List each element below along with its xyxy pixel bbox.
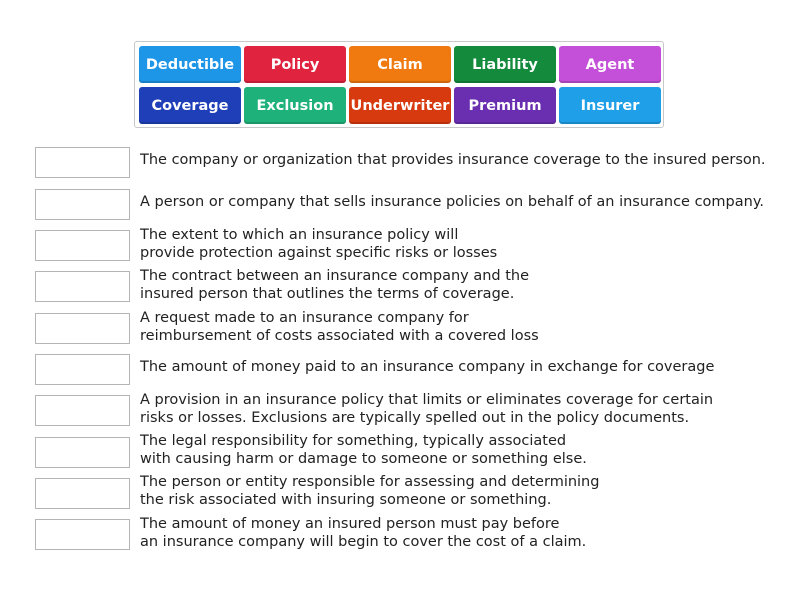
tile-agent[interactable]: Agent (559, 46, 661, 83)
definition-2: A person or company that sells insurance policies on behalf of an insurance company. (140, 194, 764, 210)
definition-5: A request made to an insurance company for reimbursement of costs associated with a covered loss (140, 310, 539, 344)
tile-insurer[interactable]: Insurer (559, 87, 661, 124)
tile-coverage[interactable]: Coverage (139, 87, 241, 124)
definition-7: A provision in an insurance policy that limits or eliminates coverage for certain risks or losses. Exclusions are typically spelled out in the policy documents. (140, 392, 714, 426)
tile-policy[interactable]: Policy (244, 46, 346, 83)
drop-slot-3[interactable] (35, 230, 130, 261)
drop-slot-9[interactable] (35, 478, 130, 509)
definition-8: The legal responsibility for something, typically associated with causing harm or damage to someone or something else. (140, 433, 587, 467)
tile-deductible[interactable]: Deductible (139, 46, 241, 83)
drop-slot-2[interactable] (35, 189, 130, 220)
tile-underwriter[interactable]: Underwriter (349, 87, 451, 124)
tile-liability[interactable]: Liability (454, 46, 556, 83)
definition-10: The amount of money an insured person must pay before an insurance company will begin to cover the cost of a claim. (140, 516, 587, 550)
drop-slot-5[interactable] (35, 313, 130, 344)
tile-claim[interactable]: Claim (349, 46, 451, 83)
drop-slot-10[interactable] (35, 519, 130, 550)
word-bank (134, 41, 664, 128)
drop-slot-1[interactable] (35, 147, 130, 178)
definition-6: The amount of money paid to an insurance company in exchange for coverage (140, 359, 715, 375)
definition-4: The contract between an insurance company and the insured person that outlines the terms of coverage. (140, 268, 530, 302)
tile-premium[interactable]: Premium (454, 87, 556, 124)
tile-exclusion[interactable]: Exclusion (244, 87, 346, 124)
drop-slot-4[interactable] (35, 271, 130, 302)
definition-3: The extent to which an insurance policy will provide protection against specific risks or losses (140, 227, 498, 261)
drop-slot-8[interactable] (35, 437, 130, 468)
drop-slot-7[interactable] (35, 395, 130, 426)
definition-1: The company or organization that provides insurance coverage to the insured person. (140, 152, 766, 168)
definition-9: The person or entity responsible for assessing and determining the risk associated with insuring someone or something. (140, 474, 600, 508)
drop-slot-6[interactable] (35, 354, 130, 385)
